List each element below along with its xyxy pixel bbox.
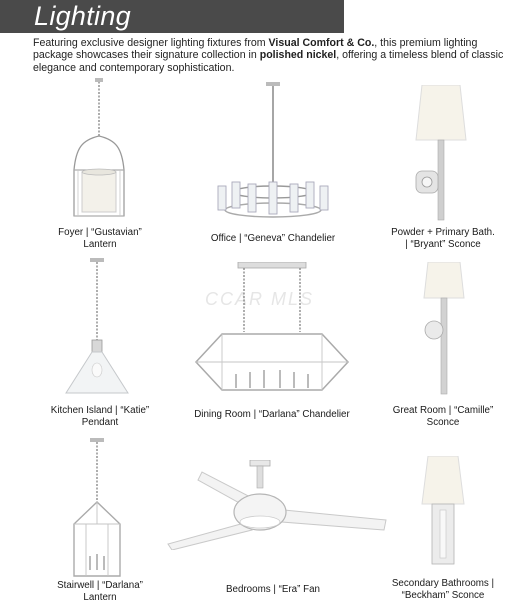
caption-line: Sconce xyxy=(426,416,460,428)
great-room-sconce-image xyxy=(420,262,468,398)
kitchen-pendant-image xyxy=(64,258,130,396)
stairwell-lantern-image xyxy=(70,438,124,578)
watermark: CCAR MLS xyxy=(205,289,315,309)
caption-line: “Beckham” Sconce xyxy=(401,589,485,601)
caption-foyer xyxy=(40,227,160,250)
bedroom-fan-image xyxy=(164,460,388,550)
caption-line: Secondary Bathrooms | xyxy=(391,578,495,589)
caption-dining xyxy=(172,409,372,421)
intro-finish: polished nickel xyxy=(259,49,337,62)
title-banner xyxy=(0,0,344,33)
caption-line: Office | “Geneva” Chandelier xyxy=(210,233,336,244)
caption-line: Bedrooms | “Era” Fan xyxy=(225,584,320,595)
foyer-lantern-image xyxy=(62,78,136,220)
intro-text-2: , this premium lighting package showcases their signature collection in xyxy=(33,37,478,62)
caption-line: Lantern xyxy=(83,591,117,603)
caption-line: Powder + Primary Bath. xyxy=(391,227,495,238)
caption-bedrooms xyxy=(190,584,356,596)
intro-paragraph xyxy=(33,37,505,74)
caption-office xyxy=(190,233,356,245)
office-chandelier-image xyxy=(214,82,332,220)
caption-powder xyxy=(378,227,506,250)
caption-line: Foyer | “Gustavian” xyxy=(58,227,142,238)
caption-kitchen xyxy=(30,405,170,428)
caption-line: | “Bryant” Sconce xyxy=(405,238,481,250)
intro-brand: Visual Comfort & Co. xyxy=(268,37,375,49)
intro-text-3: , offering a timeless blend of classic elegance and contemporary sophistication. xyxy=(33,49,504,74)
caption-secondary-bath xyxy=(378,578,506,601)
page-title: Lighting xyxy=(34,1,131,31)
secondary-bath-sconce-image xyxy=(420,456,466,568)
caption-line: Kitchen Island | “Katie” xyxy=(50,405,150,416)
caption-great-room xyxy=(378,405,506,428)
powder-sconce-image xyxy=(412,85,470,225)
caption-line: Dining Room | “Darlana” Chandelier xyxy=(194,409,350,420)
intro-text-1: Featuring exclusive designer lighting fixtures from xyxy=(33,37,269,49)
dining-chandelier-image xyxy=(192,262,352,400)
caption-line: Lantern xyxy=(83,238,117,250)
caption-line: Great Room | “Camille” xyxy=(392,405,494,416)
caption-line: Pendant xyxy=(81,416,119,428)
caption-line: Stairwell | “Darlana” xyxy=(57,580,143,591)
